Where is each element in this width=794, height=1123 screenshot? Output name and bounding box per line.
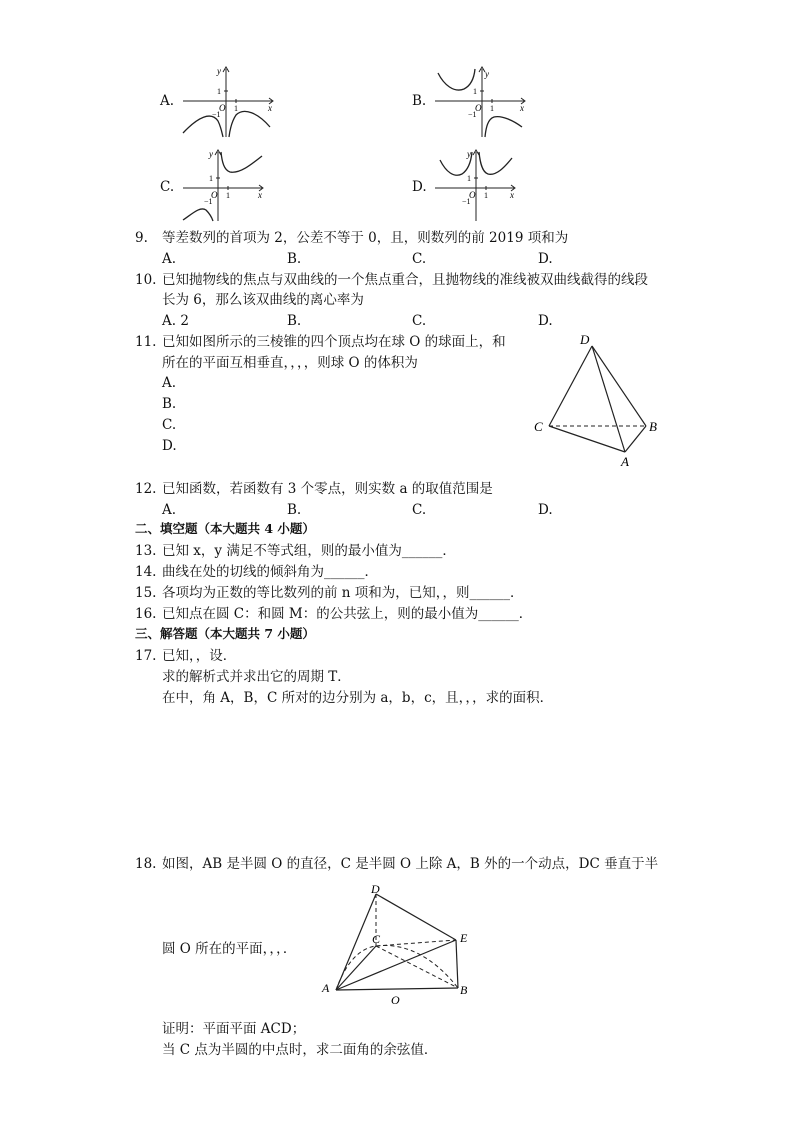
q11-option-a: A. <box>162 375 177 391</box>
q12-number: 12. <box>135 481 157 497</box>
q13-number: 13. <box>135 543 157 559</box>
graph-c-y-label: y <box>209 149 213 159</box>
section-2-heading: 二、填空题（本大题共 4 小题） <box>135 521 315 536</box>
q9-text: 等差数列的首项为 2，公差不等于 0，且，则数列的前 2019 项和为 <box>162 230 569 246</box>
q12-text: 已知函数，若函数有 3 个零点，则实数 a 的取值范围是 <box>162 481 493 497</box>
q10-option-c: C. <box>412 313 427 329</box>
q11-vertex-d: D <box>580 332 590 347</box>
graph-d-tick-neg1: −1 <box>462 197 471 206</box>
q16-number: 16. <box>135 606 157 622</box>
q18-line4: 当 C 点为半圆的中点时，求二面角的余弦值． <box>162 1042 438 1058</box>
q12-option-d: D. <box>538 502 553 518</box>
graph-b-y-label: y <box>485 69 489 79</box>
graph-a-x-label: x <box>268 103 272 113</box>
q9-number: 9. <box>135 230 148 246</box>
graph-b-origin: O <box>475 103 482 113</box>
graph-d-label: D. <box>412 179 427 195</box>
graph-a-tick-1: 1 <box>217 87 221 96</box>
q9-option-c: C. <box>412 251 427 267</box>
graph-d-tick-1: 1 <box>467 174 471 183</box>
graph-b <box>430 65 530 140</box>
q10-option-b: B. <box>287 313 302 329</box>
q9-option-d: D. <box>538 251 553 267</box>
q18-line2: 圆 O 所在的平面，，，． <box>162 941 297 957</box>
q18-number: 18. <box>135 856 157 872</box>
q15-text: 各项均为正数的等比数列的前 n 项和为，已知，，则______． <box>162 585 524 601</box>
graph-c-label: C. <box>160 179 175 195</box>
q17-line3: 在中，角 A，B，C 所对的边分别为 a，b，c，且，，，求的面积． <box>162 690 554 706</box>
q10-option-d: D. <box>538 313 553 329</box>
graph-a-y-label: y <box>217 66 221 76</box>
graph-d-origin: O <box>469 190 476 200</box>
q11-option-c: C. <box>162 417 177 433</box>
graph-b-tick-neg1: −1 <box>468 110 477 119</box>
graph-c-x-label: x <box>258 190 262 200</box>
q16-text: 已知点在圆 C：和圆 M：的公共弦上，则的最小值为______． <box>162 606 533 622</box>
q11-vertex-a: A <box>621 454 629 469</box>
q11-line1: 已知如图所示的三棱锥的四个顶点均在球 O 的球面上，和 <box>162 334 506 350</box>
graph-d-y-label: y <box>467 149 471 159</box>
graph-d-tick-x1: 1 <box>484 191 488 200</box>
q17-line2: 求的解析式并求出它的周期 T． <box>162 669 351 685</box>
q9-option-a: A. <box>162 251 177 267</box>
q11-vertex-c: C <box>534 419 543 434</box>
graph-a-tick-x1: 1 <box>234 104 238 113</box>
graph-a-origin: O <box>219 103 226 113</box>
q10-line2: 长为 6，那么该双曲线的离心率为 <box>162 292 364 308</box>
graph-a-label: A. <box>160 93 175 109</box>
q11-vertex-b: B <box>649 419 657 434</box>
q13-text: 已知 x，y 满足不等式组，则的最小值为______． <box>162 543 456 559</box>
q11-option-d: D. <box>162 438 177 454</box>
q18-point-b: B <box>460 983 468 997</box>
q11-tetrahedron-figure <box>528 330 668 472</box>
q17-number: 17. <box>135 648 157 664</box>
q14-number: 14. <box>135 564 157 580</box>
graph-b-label: B. <box>412 93 427 109</box>
graph-c-origin: O <box>211 190 218 200</box>
q12-option-a: A. <box>162 502 177 518</box>
graph-c <box>178 148 278 223</box>
q15-number: 15. <box>135 585 157 601</box>
graph-c-tick-x1: 1 <box>226 191 230 200</box>
q18-point-a: A <box>322 981 330 995</box>
q12-option-c: C. <box>412 502 427 518</box>
q10-line1: 已知抛物线的焦点与双曲线的一个焦点重合，且抛物线的准线被双曲线截得的线段 <box>162 272 648 288</box>
q14-text: 曲线在处的切线的倾斜角为______． <box>162 564 378 580</box>
graph-a-tick-neg1: −1 <box>212 110 221 119</box>
q11-line2: 所在的平面互相垂直，，，，则球 O 的体积为 <box>162 355 418 371</box>
q10-option-a: A. 2 <box>162 313 189 329</box>
q18-line1: 如图，AB 是半圆 O 的直径，C 是半圆 O 上除 A，B 外的一个动点，DC 垂直于半 <box>162 856 659 872</box>
q17-line1: 已知，，设． <box>162 648 237 664</box>
graph-d-x-label: x <box>510 190 514 200</box>
graph-b-tick-1: 1 <box>473 87 477 96</box>
q18-point-o: O <box>391 993 400 1007</box>
graph-c-tick-neg1: −1 <box>204 197 213 206</box>
q10-number: 10. <box>135 272 157 288</box>
graph-b-x-label: x <box>520 103 524 113</box>
section-3-heading: 三、解答题（本大题共 7 小题） <box>135 626 315 641</box>
graph-c-tick-1: 1 <box>209 174 213 183</box>
graph-d <box>430 148 530 223</box>
q18-point-c: C <box>372 932 381 946</box>
graph-a <box>178 65 278 140</box>
q18-point-e: E <box>460 931 468 945</box>
q12-option-b: B. <box>287 502 302 518</box>
q18-solid-figure <box>318 884 480 1010</box>
q11-option-b: B. <box>162 396 177 412</box>
q18-point-d: D <box>371 884 380 896</box>
q9-option-b: B. <box>287 251 302 267</box>
q18-line3: 证明：平面平面 ACD； <box>162 1021 306 1037</box>
graph-b-tick-x1: 1 <box>490 104 494 113</box>
q11-number: 11. <box>135 334 157 350</box>
